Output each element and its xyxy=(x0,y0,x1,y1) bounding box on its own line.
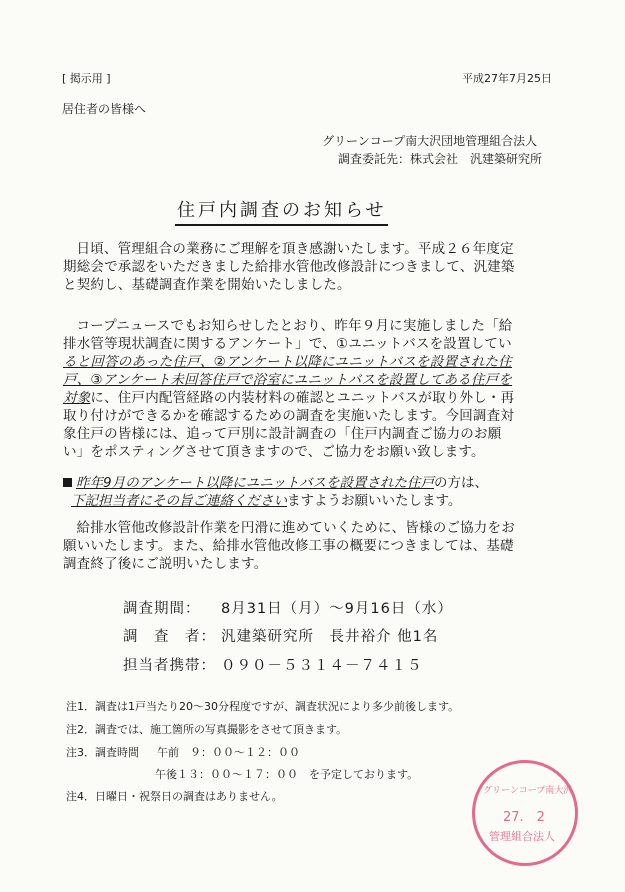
paragraph-intro xyxy=(63,240,583,294)
text-line: 象住戸の皆様には、追って戸別に設計調査の「住戸内調査ご協力のお願 xyxy=(63,426,502,442)
text-line: ると回答のあった住戸、②アンケート以降にユニットバスを設置された住 xyxy=(63,354,512,370)
text-line xyxy=(63,492,583,510)
text-span: に、住戸内配管経路の内装材料の確認とユニットバスが取り外し・再 xyxy=(90,390,515,406)
page-title: 住戸内調査のお知らせ xyxy=(175,196,388,226)
text-line: い」をポスティングさせて頂きますので、ご協力をお願い致します。 xyxy=(63,444,485,460)
stamp-text: グリーンコープ南大沢 xyxy=(483,786,573,796)
text-line: 日頃、管理組合の業務にご理解を頂き感謝いたします。平成２６年度定 xyxy=(76,241,514,257)
row-value: 汎建築研究所 長井裕介 他1名 xyxy=(221,629,439,645)
sender-organization: グリーンコープ南大沢団地管理組合法人 xyxy=(322,134,538,148)
paragraph-survey xyxy=(63,317,583,461)
contractor: 調査委託先：株式会社 汎建築研究所 xyxy=(338,152,543,166)
paragraph-cooperation xyxy=(63,519,583,573)
text-span: の方は、 xyxy=(433,475,488,491)
black-square-icon xyxy=(63,478,72,487)
text-line: と契約し、基礎調査作業を開始いたしました。 xyxy=(63,277,351,293)
text-line: 排水管等現状調査に関するアンケート」で、①ユニットバスを設置してい xyxy=(63,336,512,352)
text-line: 給排水管他改修設計作業を円滑に進めていくために、皆様のご協力をお xyxy=(76,520,515,536)
note-label: 注3．調査時間 xyxy=(66,746,139,759)
row-label: 調 査 者： xyxy=(123,629,216,645)
text-line: 取り付けができるかを確認するための調査を実施いたします。今回調査対 xyxy=(63,408,515,424)
row-value: ０９０－５３１４－７４１５ xyxy=(221,658,423,674)
issue-date: 平成27年7月25日 xyxy=(462,72,552,85)
stamp-text: 27. 2 xyxy=(503,810,545,825)
text-span: 下記担当者にその旨ご連絡ください xyxy=(71,493,287,509)
text-line: コープニュースでもお知らせしたとおり、昨年９月に実施しました「給 xyxy=(76,318,513,334)
text-span: ますようお願いいたします。 xyxy=(287,493,462,509)
text-span: 対象 xyxy=(63,390,91,406)
text-line: 調査終了後にご説明いたします。 xyxy=(63,556,268,572)
text-line xyxy=(63,474,583,492)
text-span: 昨年9月のアンケート以降にユニットバスを設置された住戸 xyxy=(76,475,434,491)
row-value: 8月31日（月）～9月16日（水） xyxy=(221,601,453,617)
row-label: 調査期間： xyxy=(123,601,201,617)
note-2: 注2．調査では、施工箇所の写真撮影をさせて頂きます。 xyxy=(66,723,348,736)
note-1: 注1．調査は1戸当たり20～30分程度ですが、調査状況により多少前後します。 xyxy=(66,700,460,713)
addressee: 居住者の皆様へ xyxy=(62,102,147,116)
highlight-notice xyxy=(63,474,583,510)
text-line: 期総会で承認をいただきました給排水管他改修設計につきまして、汎建築 xyxy=(63,259,515,275)
surveyor-row xyxy=(123,625,438,646)
row-label: 担当者携帯： xyxy=(123,658,216,674)
note-3 xyxy=(66,745,300,760)
text-line: 戸、③アンケート未回答住戸で浴室にユニットバスを設置してある住戸を xyxy=(63,372,513,388)
stamp-text: 管理組合法人 xyxy=(489,830,555,843)
text-line: 願いいたします。また、給排水管他改修工事の概要につきましては、基礎 xyxy=(63,538,514,554)
survey-period-row xyxy=(123,597,453,618)
note-time-morning: 午前 ９：００～１２：００ xyxy=(157,746,300,759)
text-line xyxy=(63,389,583,407)
note-4: 注4．日曜日・祝祭日の調査はありません。 xyxy=(66,790,283,803)
notice-label: [ 掲示用 ] xyxy=(62,72,111,85)
note-3-afternoon: 午後１３：００～１７：００ を予定しております。 xyxy=(155,768,419,781)
contact-phone-row xyxy=(123,654,423,675)
seal-stamp xyxy=(472,760,578,866)
